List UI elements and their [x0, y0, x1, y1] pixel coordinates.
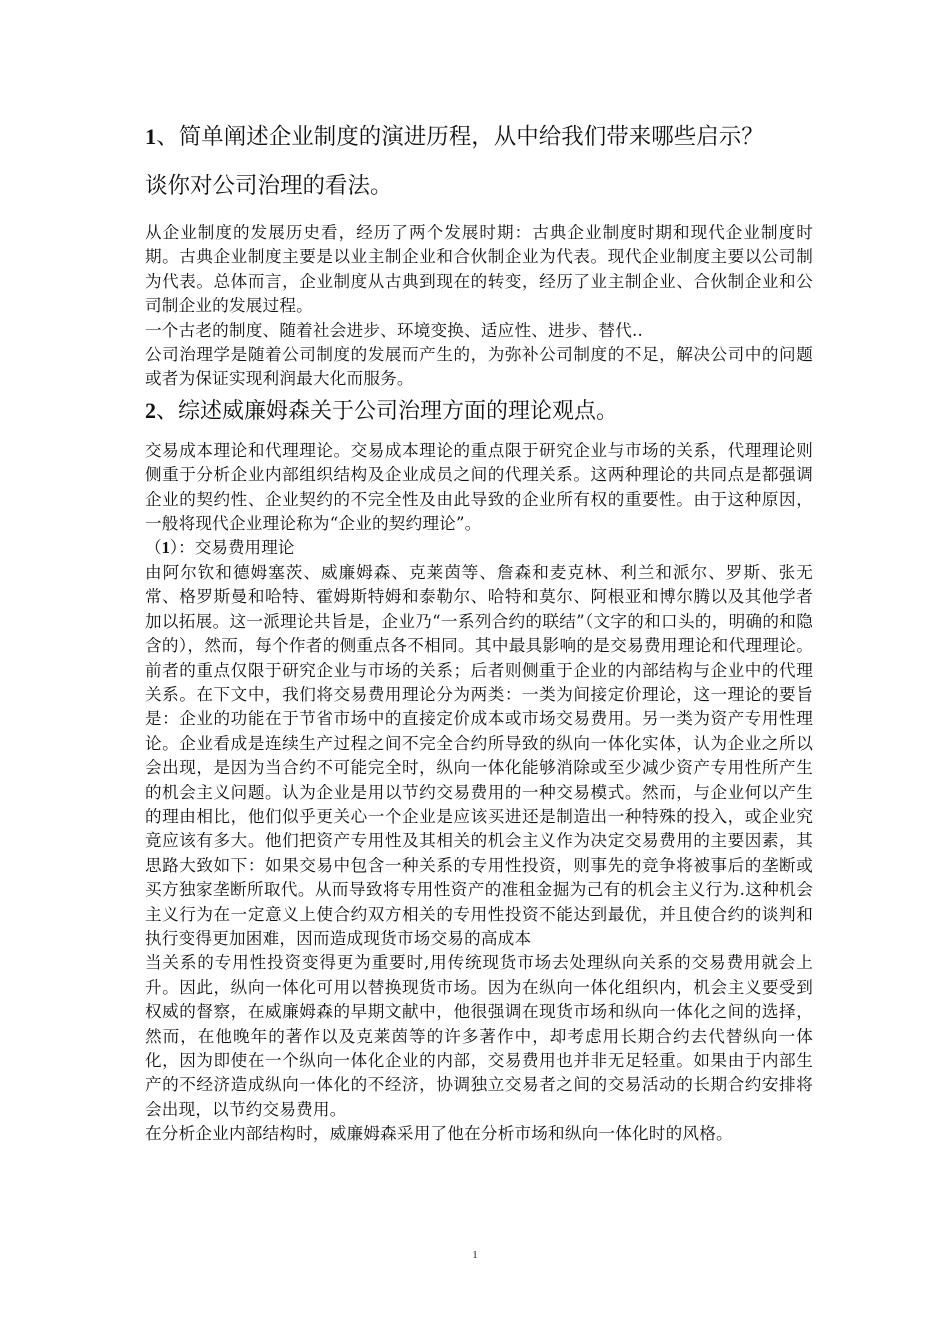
- section2-paragraph-3: 当关系的专用性投资变得更为重要时,用传统现货市场去处理纵向关系的交易费用就会上升。因此，纵向一体化可用以替换现货市场。因为在纵向一体化组织内，机会主义要受到权威的督察，在威廉姆森的早期文献中，他很强调在现货市场和纵向一体化之间的选择，然而，在他晚年的著作以及克莱茵等的许多著作中，却考虑用长期合约去代替纵向一体化，因为即使在一个纵向一体化企业的内部，交易费用也并非无足轻重。如果由于内部生产的不经济造成纵向一体化的不经济，协调独立交易者之间的交易活动的长期合约安排将会出现，以节约交易费用。: [145, 953, 813, 1119]
- section1-paragraph-3: 公司治理学是随着公司制度的发展而产生的，为弥补公司制度的不足，解决公司中的问题或者为保证实现利润最大化而服务。: [145, 345, 813, 389]
- subsection-open-paren: （: [145, 538, 162, 558]
- section1-title-line2: 谈你对公司治理的看法。: [145, 173, 393, 199]
- section2-title: 、综述威廉姆森关于公司治理方面的理论观点。: [156, 398, 619, 424]
- section2-number: 2: [145, 397, 156, 423]
- page-number: 1: [472, 1249, 478, 1261]
- section2-paragraph-1: 交易成本理论和代理理论。交易成本理论的重点限于研究企业与市场的关系，代理理论则侧重于分析企业内部组织结构及企业成员之间的代理关系。这两种理论的共同点是都强调企业的契约性、企业契约的不完全性及由此导致的企业所有权的重要性。由于这种原因，一般将现代企业理论称为“企业的契约理论”。: [145, 440, 813, 534]
- section1-number: 1: [145, 124, 157, 149]
- section1-paragraph-1: 从企业制度的发展历史看，经历了两个发展时期：古典企业制度时期和现代企业制度时期。古典企业制度主要是以业主制企业和合伙制企业为代表。现代企业制度主要以公司制为代表。总体而言，企业制度从古典到现在的转变，经历了业主制企业、合伙制企业和公司制企业的发展过程。: [145, 223, 813, 316]
- section2-heading: [145, 396, 813, 427]
- subsection-title: ）：交易费用理论: [169, 538, 295, 558]
- section2-paragraph-2: 由阿尔钦和德姆塞茨、威廉姆森、克莱茵等、詹森和麦克林、利兰和派尔、罗斯、张无常、格罗斯曼和哈特、霍姆斯特姆和泰勒尔、哈特和莫尔、阿根亚和博尔腾以及其他学者加以拓展。这一派理论共旨是，企业乃“一系列合约的联结”（文字的和口头的，明确的和隐含的），然而，每个作者的侧重点各不相同。其中最具影响的是交易费用理论和代理理论。前者的重点仅限于研究企业与市场的关系；后者则侧重于企业的内部结构与企业中的代理关系。在下文中，我们将交易费用理论分为两类：一类为间接定价理论，这一理论的要旨是：企业的功能在于节省市场中的直接定价成本或市场交易费用。另一类为资产专用性理论。企业看成是连续生产过程之间不完全合约所导致的纵向一体化实体，认为企业之所以会出现，是因为当合约不可能完全时，纵向一体化能够消除或至少减少资产专用性所产生的机会主义问题。认为企业是用以节约交易费用的一种交易模式。然而，与企业何以产生的理由相比，他们似乎更关心一个企业是应该买进还是制造出一种特殊的投入，或企业究竟应该有多大。他们把资产专用性及其相关的机会主义作为决定交易费用的主要因素，其思路大致如下：如果交易中包含一种关系的专用性投资，则事先的竞争将被事后的垄断或买方独家垄断所取代。从而导致将专用性资产的准租金掘为己有的机会主义行为.这种机会主义行为在一定意义上使合约双方相关的专用性投资不能达到最优，并且使合约的谈判和执行变得更加困难，因而造成现货市场交易的高成本: [145, 562, 813, 948]
- section1-heading: [145, 112, 813, 162]
- subsection-heading: [145, 536, 813, 560]
- section1-title-line1: 、简单阐述企业制度的演进历程，从中给我们带来哪些启示？: [156, 124, 764, 150]
- section1-paragraph-2: 一个古老的制度、随着社会进步、环境变换、适应性、进步、替代..: [145, 320, 643, 340]
- subsection-number: 1: [161, 538, 170, 558]
- document-page: [145, 112, 813, 1147]
- section2-paragraph-4: 在分析企业内部结构时，威廉姆森采用了他在分析市场和纵向一体化时的风格。: [145, 1124, 733, 1144]
